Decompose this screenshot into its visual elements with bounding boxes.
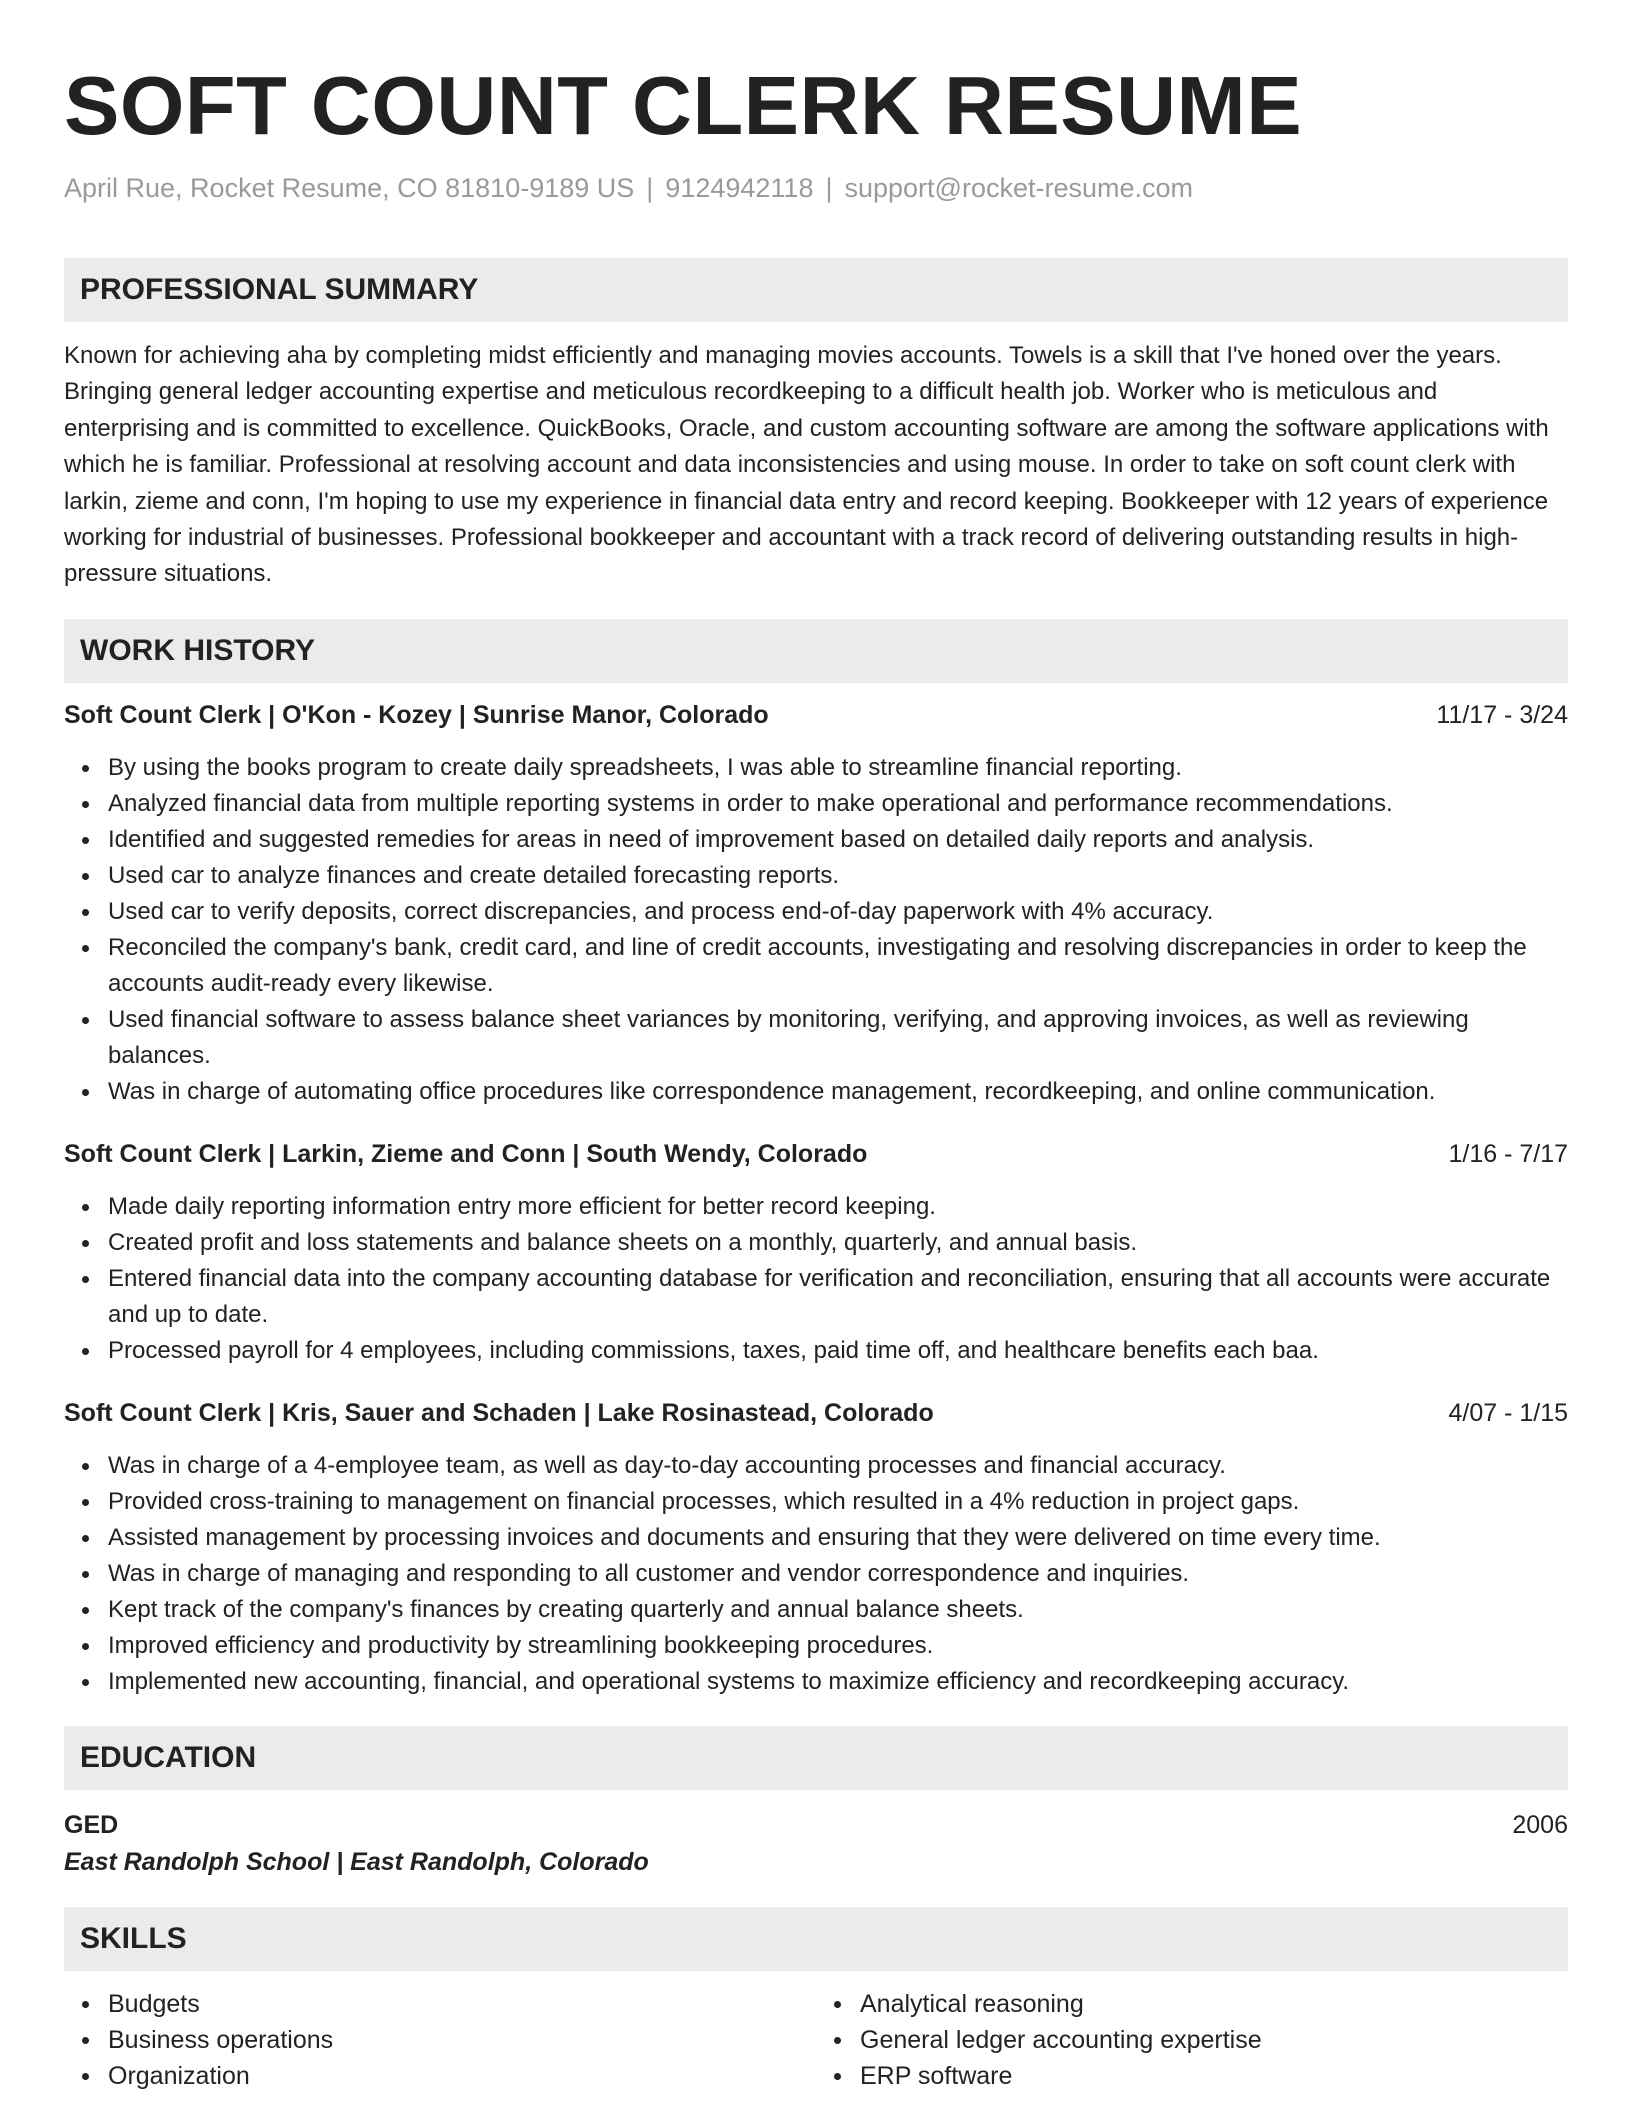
contact-line: [64, 170, 1568, 206]
resume-title: SOFT COUNT CLERK RESUME: [64, 59, 1303, 152]
education-header: [64, 1807, 1568, 1843]
job-header: [64, 1395, 1568, 1431]
job-dates: 1/16 - 7/17: [1448, 1139, 1568, 1168]
job-header: [64, 697, 1568, 733]
skill-item: Business operations: [108, 2022, 816, 2058]
section-heading-work-history: WORK HISTORY: [64, 619, 1568, 683]
job-bullet: Was in charge of managing and responding to all customer and vendor correspondence and inquiries.: [108, 1556, 1568, 1592]
job-bullet: Created profit and loss statements and balance sheets on a monthly, quarterly, and annual basis.: [108, 1225, 1568, 1261]
job-entry: [64, 697, 1568, 1110]
contact-separator: |: [646, 173, 654, 203]
job-bullet: Analyzed financial data from multiple reporting systems in order to make operational and performance recommendations.: [108, 786, 1568, 822]
contact-separator: |: [825, 173, 833, 203]
job-entry: [64, 1136, 1568, 1369]
education-year: 2006: [1512, 1810, 1568, 1839]
job-bullet: Assisted management by processing invoices and documents and ensuring that they were delivered on time every time.: [108, 1520, 1568, 1556]
job-bullet: Used car to analyze finances and create detailed forecasting reports.: [108, 858, 1568, 894]
contact-phone: 9124942118: [665, 173, 814, 203]
job-bullet: Was in charge of a 4-employee team, as well as day-to-day accounting processes and financial accuracy.: [108, 1448, 1568, 1484]
job-bullet: Used car to verify deposits, correct discrepancies, and process end-of-day paperwork with 4% accuracy.: [108, 894, 1568, 930]
job-bullet: Was in charge of automating office procedures like correspondence management, recordkeeping, and online communication.: [108, 1074, 1568, 1110]
summary-text: Known for achieving aha by completing midst efficiently and managing movies accounts. Towels is a skill that I've honed over the years. Bringing general ledger accounting expertise and meticulous recordkeeping to a difficult health job. Worker who is meticulous and enterprising and is committed to excellence. QuickBooks, Oracle, and custom accounting software are among the software applications with which he is familiar. Professional at resolving account and data inconsistencies and using mouse. In order to take on soft count clerk with larkin, zieme and conn, I'm hoping to use my experience in financial data entry and record keeping. Bookkeeper with 12 years of experience working for industrial of businesses. Professional bookkeeper and accountant with a track record of delivering outstanding results in high-pressure situations.: [64, 342, 1549, 588]
skills-column-right: [816, 1986, 1568, 2094]
job-dates: 11/17 - 3/24: [1436, 700, 1568, 729]
education-school: East Randolph School | East Randolph, Colorado: [64, 1847, 649, 1876]
job-bullets: [64, 750, 1568, 1110]
job-bullet: Processed payroll for 4 employees, including commissions, taxes, paid time off, and healthcare benefits each baa.: [108, 1333, 1568, 1369]
contact-email: support@rocket-resume.com: [844, 173, 1194, 203]
skills-list: [64, 1986, 1568, 2094]
job-title: Soft Count Clerk | Larkin, Zieme and Conn | South Wendy, Colorado: [64, 1139, 868, 1168]
job-bullet: Made daily reporting information entry more efficient for better record keeping.: [108, 1189, 1568, 1225]
job-bullet: Identified and suggested remedies for areas in need of improvement based on detailed daily reports and analysis.: [108, 822, 1568, 858]
job-bullet: Kept track of the company's finances by creating quarterly and annual balance sheets.: [108, 1592, 1568, 1628]
job-bullet: Entered financial data into the company accounting database for verification and reconciliation, ensuring that all accounts were accurate and up to date.: [108, 1261, 1568, 1333]
section-heading-summary: PROFESSIONAL SUMMARY: [64, 258, 1568, 322]
education-entry: [64, 1807, 1568, 1881]
skill-item: ERP software: [860, 2058, 1568, 2094]
skill-item: General ledger accounting expertise: [860, 2022, 1568, 2058]
job-bullet: Improved efficiency and productivity by streamlining bookkeeping procedures.: [108, 1628, 1568, 1664]
section-heading-education: EDUCATION: [64, 1726, 1568, 1790]
education-degree: GED: [64, 1810, 119, 1839]
job-entry: [64, 1395, 1568, 1700]
skills-column-left: [64, 1986, 816, 2094]
job-bullet: By using the books program to create daily spreadsheets, I was able to streamline financial reporting.: [108, 750, 1568, 786]
job-bullet: Reconciled the company's bank, credit card, and line of credit accounts, investigating and resolving discrepancies in order to keep the accounts audit-ready every likewise.: [108, 930, 1568, 1002]
job-header: [64, 1136, 1568, 1172]
job-title: Soft Count Clerk | O'Kon - Kozey | Sunrise Manor, Colorado: [64, 700, 769, 729]
skill-item: Organization: [108, 2058, 816, 2094]
job-bullet: Implemented new accounting, financial, and operational systems to maximize efficiency and recordkeeping accuracy.: [108, 1664, 1568, 1700]
section-heading-skills: SKILLS: [64, 1907, 1568, 1971]
skill-item: Analytical reasoning: [860, 1986, 1568, 2022]
contact-address: April Rue, Rocket Resume, CO 81810-9189 US: [64, 173, 635, 203]
job-dates: 4/07 - 1/15: [1448, 1398, 1568, 1427]
job-bullets: [64, 1189, 1568, 1369]
job-title: Soft Count Clerk | Kris, Sauer and Schaden | Lake Rosinastead, Colorado: [64, 1398, 934, 1427]
job-bullet: Used financial software to assess balance sheet variances by monitoring, verifying, and approving invoices, as well as reviewing balances.: [108, 1002, 1568, 1074]
skill-item: Budgets: [108, 1986, 816, 2022]
job-bullet: Provided cross-training to management on financial processes, which resulted in a 4% reduction in project gaps.: [108, 1484, 1568, 1520]
job-bullets: [64, 1448, 1568, 1700]
